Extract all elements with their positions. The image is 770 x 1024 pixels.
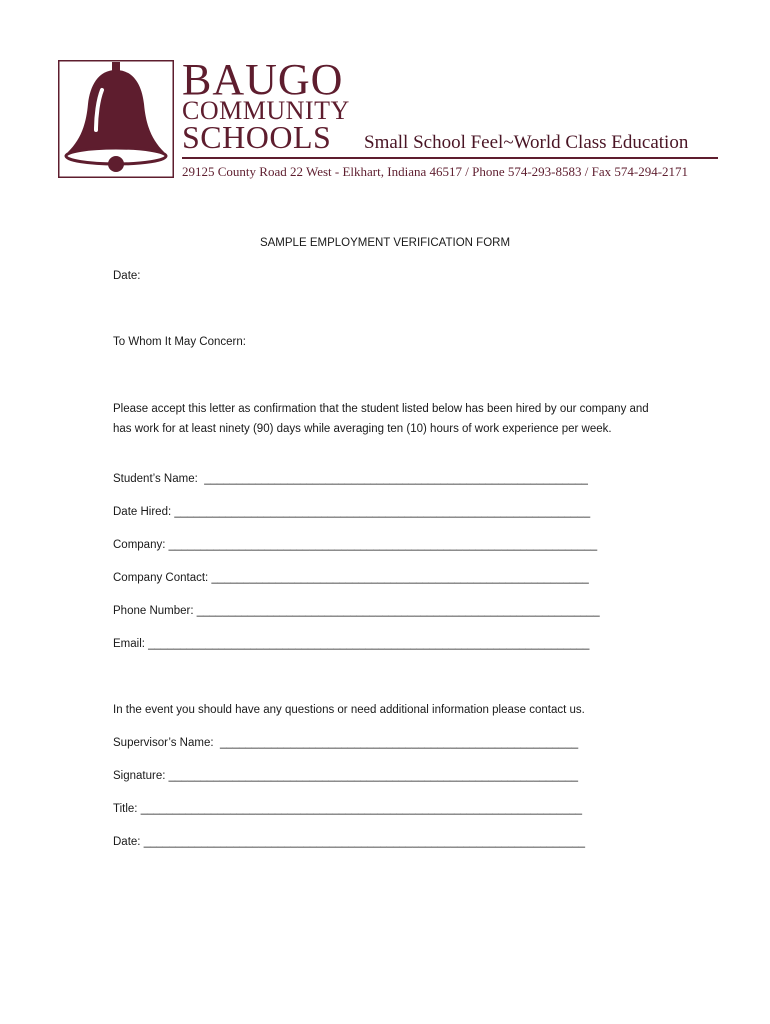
school-name-line3: SCHOOLS: [182, 119, 332, 155]
field-blank[interactable]: _________________________________________________________________: [171, 506, 591, 518]
field-company[interactable]: [113, 539, 597, 551]
address-line: 29125 County Road 22 West - Elkhart, Indiana 46517 / Phone 574-293-8583 / Fax 574-294-2171: [182, 164, 689, 179]
field-student-name[interactable]: [113, 473, 588, 485]
field-title[interactable]: [113, 803, 582, 815]
bell-icon: [58, 60, 174, 178]
form-title: SAMPLE EMPLOYMENT VERIFICATION FORM: [259, 237, 511, 249]
field-blank[interactable]: _____________________________________________________________________: [140, 836, 586, 848]
school-name-line2: COMMUNITY: [182, 96, 350, 125]
field-blank[interactable]: ________________________________________________________________: [165, 770, 578, 782]
field-company-contact[interactable]: [113, 572, 589, 584]
field-label: Supervisor’s Name:: [113, 737, 214, 749]
field-blank[interactable]: ____________________________________________________________: [197, 473, 588, 485]
field-blank[interactable]: _____________________________________________________________________: [137, 803, 583, 815]
field-email[interactable]: [113, 638, 589, 650]
field-label: Signature:: [113, 770, 166, 782]
closing-text: In the event you should have any questions or need additional information please contact us.: [113, 704, 585, 716]
intro-paragraph: Please accept this letter as confirmation that the student listed below has been hired by our company and has work for at least ninety (90) days while averaging ten (10) hours of work experience per week.: [113, 403, 649, 435]
field-phone-number[interactable]: [113, 605, 600, 617]
salutation: To Whom It May Concern:: [113, 336, 246, 348]
field-label: Date:: [113, 836, 141, 848]
field-label: Date Hired:: [113, 506, 172, 518]
field-signoff-date[interactable]: [113, 836, 585, 848]
date-label: Date:: [113, 270, 141, 282]
field-blank[interactable]: _______________________________________________________________: [193, 605, 600, 617]
tagline: Small School Feel~World Class Education: [364, 132, 689, 153]
field-label: Phone Number:: [113, 605, 194, 617]
field-date-hired[interactable]: [113, 506, 590, 518]
school-name-line1: BAUGO: [182, 55, 344, 104]
field-label: Company Contact:: [113, 572, 209, 584]
field-label: Student’s Name:: [113, 473, 198, 485]
field-blank[interactable]: ___________________________________________________________________: [165, 539, 598, 551]
field-blank[interactable]: ________________________________________________________: [213, 737, 579, 749]
field-label: Email:: [113, 638, 145, 650]
field-blank[interactable]: ___________________________________________________________: [208, 572, 589, 584]
letterhead: [58, 55, 718, 182]
field-blank[interactable]: _____________________________________________________________________: [144, 638, 590, 650]
field-signature[interactable]: [113, 770, 578, 782]
letterhead-rule: [182, 157, 718, 159]
field-label: Company:: [113, 539, 166, 551]
field-supervisor-name[interactable]: [113, 737, 578, 749]
field-label: Title:: [113, 803, 138, 815]
